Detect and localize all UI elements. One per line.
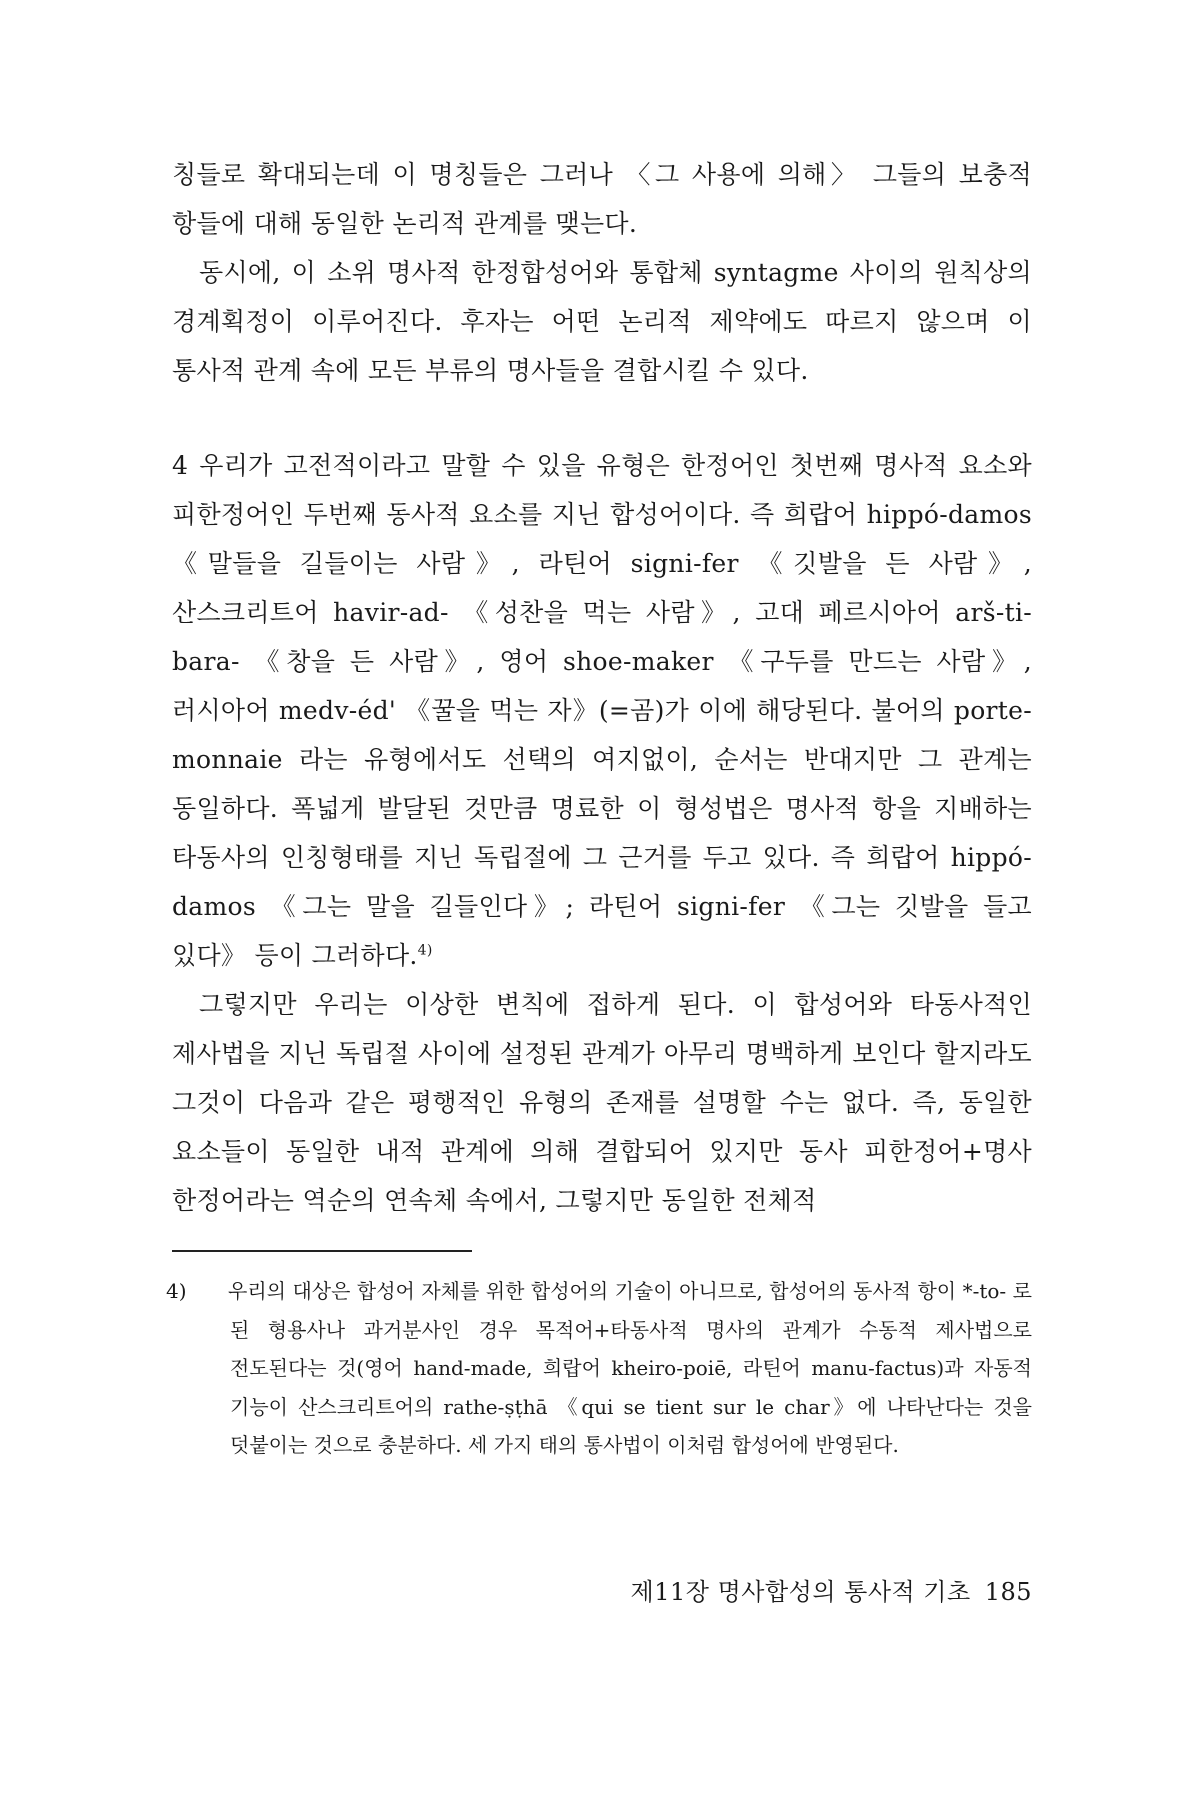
- paragraph-4: 그렇지만 우리는 이상한 변칙에 접하게 된다. 이 합성어와 타동사적인 제사법을 지닌 독립절 사이에 설정된 관계가 아무리 명백하게 보인다 할지라도 그것이 다음과 같은 평행적인 유형의 존재를 설명할 수는 없다. 즉, 동일한 요소들이 동일한 내적 관계에 의해 결합되어 있지만 동사 피한정어+명사 한정어라는 역순의 연속체 속에서, 그렇지만 동일한 전체적: [172, 990, 1032, 1215]
- main-text: [172, 150, 1032, 1225]
- footnote-number: 4): [166, 1279, 187, 1303]
- footnote-section: [166, 1272, 1032, 1465]
- footnote-divider: [172, 1250, 472, 1252]
- paragraph-3: [172, 441, 1032, 980]
- running-footer: [631, 1572, 1032, 1607]
- paragraph-2: 동시에, 이 소위 명사적 한정합성어와 통합체 syntagme 사이의 원칙상의 경계획정이 이루어진다. 후자는 어떤 논리적 제약에도 따르지 않으며 이 통사적 관계 속에 모든 부류의 명사들을 결합시킬 수 있다.: [172, 258, 1032, 385]
- paragraph-1: 칭들로 확대되는데 이 명칭들은 그러나 〈그 사용에 의해〉 그들의 보충적 항들에 대해 동일한 논리적 관계를 맺는다.: [172, 160, 1032, 238]
- footnote-4: [166, 1272, 1032, 1465]
- footnote-reference[interactable]: 4): [417, 942, 433, 959]
- footnote-text: 우리의 대상은 합성어 자체를 위한 합성어의 기술이 아니므로, 합성어의 동사적 항이 *-to- 로 된 형용사나 과거분사인 경우 목적어+타동사적 명사의 관계가 수동적 제사법으로 전도된다는 것(영어 hand-made, 희랍어 kheiro-poiē, 라틴어 manu-factus)과 자동적 기능이 산스크리트어의 rathe-ṣṭhā 《qui se tient sur le char》에 나타난다는 것을 덧붙이는 것으로 충분하다. 세 가지 태의 통사법이 이처럼 합성어에 반영된다.: [228, 1279, 1032, 1457]
- chapter-title: 제11장 명사합성의 통사적 기초: [630, 1578, 971, 1606]
- page-number: 185: [984, 1578, 1032, 1606]
- paragraph-3-text: 4 우리가 고전적이라고 말할 수 있을 유형은 한정어인 첫번째 명사적 요소와 피한정어인 두번째 동사적 요소를 지닌 합성어이다. 즉 희랍어 hippó-damos 《말들을 길들이는 사람》, 라틴어 signi-fer 《깃발을 든 사람》, 산스크리트어 havir-ad- 《성찬을 먹는 사람》, 고대 페르시아어 arš-ti-bara- 《창을 든 사람》, 영어 shoe-maker 《구두를 만드는 사람》, 러시아어 medv-éd' 《꿀을 먹는 자》(=곰)가 이에 해당된다. 불어의 porte-monnaie 라는 유형에서도 선택의 여지없이, 순서는 반대지만 그 관계는 동일하다. 폭넓게 발달된 것만큼 명료한 이 형성법은 명사적 항을 지배하는 타동사의 인칭형태를 지닌 독립절에 그 근거를 두고 있다. 즉 희랍어 hippó-damos 《그는 말을 길들인다》; 라틴어 signi-fer 《그는 깃발을 들고 있다》 등이 그러하다.: [172, 451, 1032, 970]
